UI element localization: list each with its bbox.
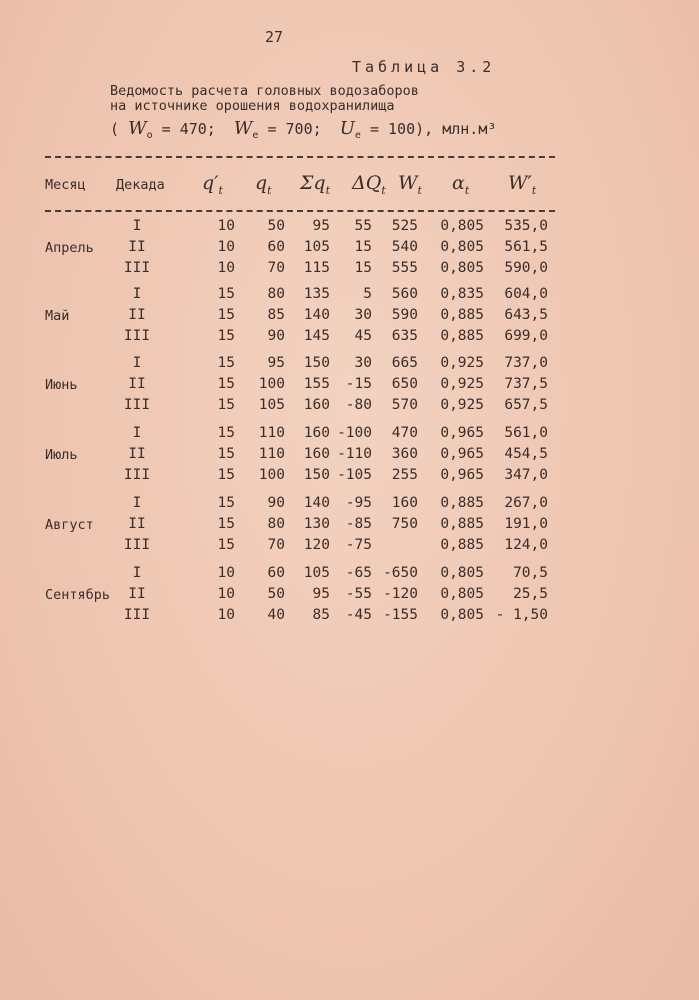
- table-header-rule: [45, 210, 555, 212]
- table-cell: 95: [312, 218, 330, 234]
- table-cell: 40: [267, 607, 285, 623]
- table-cell: 145: [303, 328, 330, 344]
- ue-symbol: U: [339, 118, 355, 139]
- cell-decade: I: [132, 495, 142, 511]
- table-cell: 10: [217, 218, 235, 234]
- table-cell: 60: [267, 565, 285, 581]
- table-cell: 0,965: [440, 425, 484, 441]
- table-cell: 590: [391, 307, 418, 323]
- month-label: Июнь: [45, 377, 78, 393]
- table-cell: 0,805: [440, 260, 484, 276]
- cell-decade: III: [123, 537, 151, 553]
- table-cell: 0,805: [440, 565, 484, 581]
- we-symbol: W: [233, 118, 253, 139]
- table-cell: 25,5: [513, 586, 548, 602]
- month-label: Август: [45, 517, 94, 533]
- table-cell: 150: [303, 467, 330, 483]
- params-unit: млн.м³: [442, 120, 497, 138]
- header-decade: Декада: [116, 177, 165, 193]
- table-cell: 100: [258, 376, 285, 392]
- cell-decade: II: [128, 239, 146, 255]
- table-cell: 90: [267, 328, 285, 344]
- header-w-prime: $W'_t$: [508, 172, 537, 197]
- table-cell: 45: [354, 328, 372, 344]
- table-cell: 0,965: [440, 446, 484, 462]
- table-cell: 665: [391, 355, 418, 371]
- table-cell: 0,965: [440, 467, 484, 483]
- table-cell: 191,0: [504, 516, 548, 532]
- table-cell: 535,0: [504, 218, 548, 234]
- table-cell: 150: [303, 355, 330, 371]
- table-cell: 590,0: [504, 260, 548, 276]
- table-cell: 0,835: [440, 286, 484, 302]
- table-cell: 737,0: [504, 355, 548, 371]
- table-cell: 15: [217, 376, 235, 392]
- table-cell: 0,885: [440, 537, 484, 553]
- table-cell: 657,5: [504, 397, 548, 413]
- w0-value: = 470;: [161, 120, 216, 138]
- table-cell: 85: [312, 607, 330, 623]
- table-cell: 454,5: [504, 446, 548, 462]
- table-cell: -650: [383, 565, 418, 581]
- table-caption: [110, 84, 419, 114]
- table-cell: -110: [337, 446, 372, 462]
- cell-decade: I: [132, 286, 142, 302]
- header-q: $q_t$: [255, 172, 272, 197]
- table-cell: 360: [391, 446, 418, 462]
- table-cell: -80: [345, 397, 372, 413]
- cell-decade: III: [123, 607, 151, 623]
- table-cell: 100: [258, 467, 285, 483]
- table-cell: 15: [217, 425, 235, 441]
- table-cell: 15: [217, 495, 235, 511]
- table-cell: 15: [217, 537, 235, 553]
- table-cell: 85: [267, 307, 285, 323]
- caption-line-2: на источнике орошения водохранилища: [110, 98, 395, 114]
- table-cell: -105: [337, 467, 372, 483]
- table-cell: 90: [267, 495, 285, 511]
- table-cell: 0,925: [440, 355, 484, 371]
- table-cell: 110: [258, 425, 285, 441]
- table-cell: 50: [267, 586, 285, 602]
- month-label: Июль: [45, 447, 78, 463]
- table-cell: 555: [391, 260, 418, 276]
- table-cell: 160: [303, 425, 330, 441]
- table-cell: 15: [217, 328, 235, 344]
- table-label: Таблица 3.2: [352, 58, 496, 76]
- table-cell: 80: [267, 286, 285, 302]
- header-q-prime: $q'_t$: [202, 172, 223, 197]
- table-cell: -65: [345, 565, 372, 581]
- params-open: (: [110, 120, 120, 138]
- cell-decade: I: [132, 218, 142, 234]
- cell-decade: I: [132, 565, 142, 581]
- cell-decade: I: [132, 355, 142, 371]
- table-cell: 55: [354, 218, 372, 234]
- table-cell: -100: [337, 425, 372, 441]
- table-cell: 30: [354, 307, 372, 323]
- table-cell: 15: [217, 307, 235, 323]
- table-cell: 110: [258, 446, 285, 462]
- table-cell: 750: [391, 516, 418, 532]
- table-cell: -75: [345, 537, 372, 553]
- table-cell: 561,0: [504, 425, 548, 441]
- table-cell: -120: [383, 586, 418, 602]
- ue-value: = 100),: [369, 120, 434, 138]
- table-cell: 347,0: [504, 467, 548, 483]
- page-number: 27: [265, 28, 284, 46]
- header-sum-q: $\Sigma q_t$: [300, 172, 331, 197]
- table-cell: 10: [217, 565, 235, 581]
- cell-decade: II: [128, 376, 146, 392]
- table-cell: 15: [354, 239, 372, 255]
- table-cell: 140: [303, 307, 330, 323]
- table-cell: 15: [217, 516, 235, 532]
- table-cell: 0,805: [440, 586, 484, 602]
- table-cell: 0,925: [440, 376, 484, 392]
- table-cell: 0,805: [440, 239, 484, 255]
- table-cell: 0,885: [440, 307, 484, 323]
- table-cell: 650: [391, 376, 418, 392]
- table-cell: -55: [345, 586, 372, 602]
- table-cell: 120: [303, 537, 330, 553]
- table-cell: 95: [312, 586, 330, 602]
- table-cell: 10: [217, 239, 235, 255]
- table-cell: 255: [391, 467, 418, 483]
- cell-decade: II: [128, 307, 146, 323]
- table-cell: 699,0: [504, 328, 548, 344]
- month-label: Сентябрь: [45, 587, 111, 603]
- table-cell: 60: [267, 239, 285, 255]
- table-cell: 160: [303, 446, 330, 462]
- table-cell: 140: [303, 495, 330, 511]
- table-cell: 105: [258, 397, 285, 413]
- table-cell: 105: [303, 239, 330, 255]
- table-cell: 560: [391, 286, 418, 302]
- table-cell: 15: [217, 397, 235, 413]
- table-cell: 267,0: [504, 495, 548, 511]
- cell-decade: III: [123, 328, 151, 344]
- table-cell: 70: [267, 260, 285, 276]
- w0-subscript: o: [146, 130, 153, 141]
- table-cell: 124,0: [504, 537, 548, 553]
- table-cell: 643,5: [504, 307, 548, 323]
- caption-line-1: Ведомость расчета головных водозаборов: [110, 83, 419, 99]
- header-alpha: $\alpha_t$: [452, 172, 470, 197]
- month-label: Май: [45, 308, 70, 324]
- header-delta-q: $\Delta Q_t$: [352, 172, 386, 197]
- table-cell: -85: [345, 516, 372, 532]
- table-cell: 570: [391, 397, 418, 413]
- table-cell: 635: [391, 328, 418, 344]
- table-cell: 15: [217, 286, 235, 302]
- table-cell: 155: [303, 376, 330, 392]
- cell-decade: III: [123, 260, 151, 276]
- table-cell: 0,885: [440, 516, 484, 532]
- table-cell: 130: [303, 516, 330, 532]
- table-cell: 0,885: [440, 495, 484, 511]
- table-cell: 0,805: [440, 218, 484, 234]
- cell-decade: III: [123, 467, 151, 483]
- table-cell: -45: [345, 607, 372, 623]
- table-cell: 15: [217, 355, 235, 371]
- table-cell: 70: [267, 537, 285, 553]
- table-cell: 80: [267, 516, 285, 532]
- month-label: Апрель: [45, 240, 94, 256]
- table-cell: 5: [363, 286, 372, 302]
- table-cell: 15: [217, 446, 235, 462]
- table-cell: 50: [267, 218, 285, 234]
- table-cell: 0,805: [440, 607, 484, 623]
- table-cell: - 1,50: [495, 607, 548, 623]
- we-subscript: e: [252, 130, 259, 141]
- cell-decade: II: [128, 516, 146, 532]
- table-cell: -15: [345, 376, 372, 392]
- table-cell: 115: [303, 260, 330, 276]
- ue-subscript: e: [354, 130, 361, 141]
- table-cell: 525: [391, 218, 418, 234]
- cell-decade: I: [132, 425, 142, 441]
- table-cell: 135: [303, 286, 330, 302]
- cell-decade: II: [128, 446, 146, 462]
- table-cell: 540: [391, 239, 418, 255]
- table-cell: 95: [267, 355, 285, 371]
- table-cell: 0,885: [440, 328, 484, 344]
- table-cell: 470: [391, 425, 418, 441]
- table-cell: 70,5: [513, 565, 548, 581]
- table-cell: 0,925: [440, 397, 484, 413]
- table-cell: -95: [345, 495, 372, 511]
- table-cell: 160: [303, 397, 330, 413]
- table-cell: 10: [217, 260, 235, 276]
- table-cell: 10: [217, 607, 235, 623]
- header-w: $W_t$: [398, 172, 422, 197]
- table-top-rule: [45, 156, 555, 158]
- table-cell: 105: [303, 565, 330, 581]
- w0-symbol: W: [128, 118, 147, 139]
- table-cell: 15: [354, 260, 372, 276]
- table-cell: 15: [217, 467, 235, 483]
- table-cell: -155: [383, 607, 418, 623]
- table-cell: 737,5: [504, 376, 548, 392]
- cell-decade: II: [128, 586, 146, 602]
- table-cell: 604,0: [504, 286, 548, 302]
- we-value: = 700;: [267, 120, 322, 138]
- table-parameters: [110, 118, 496, 141]
- table-cell: 30: [354, 355, 372, 371]
- table-cell: 160: [391, 495, 418, 511]
- table-cell: 561,5: [504, 239, 548, 255]
- table-cell: 10: [217, 586, 235, 602]
- cell-decade: III: [123, 397, 151, 413]
- header-month: Месяц: [45, 177, 86, 193]
